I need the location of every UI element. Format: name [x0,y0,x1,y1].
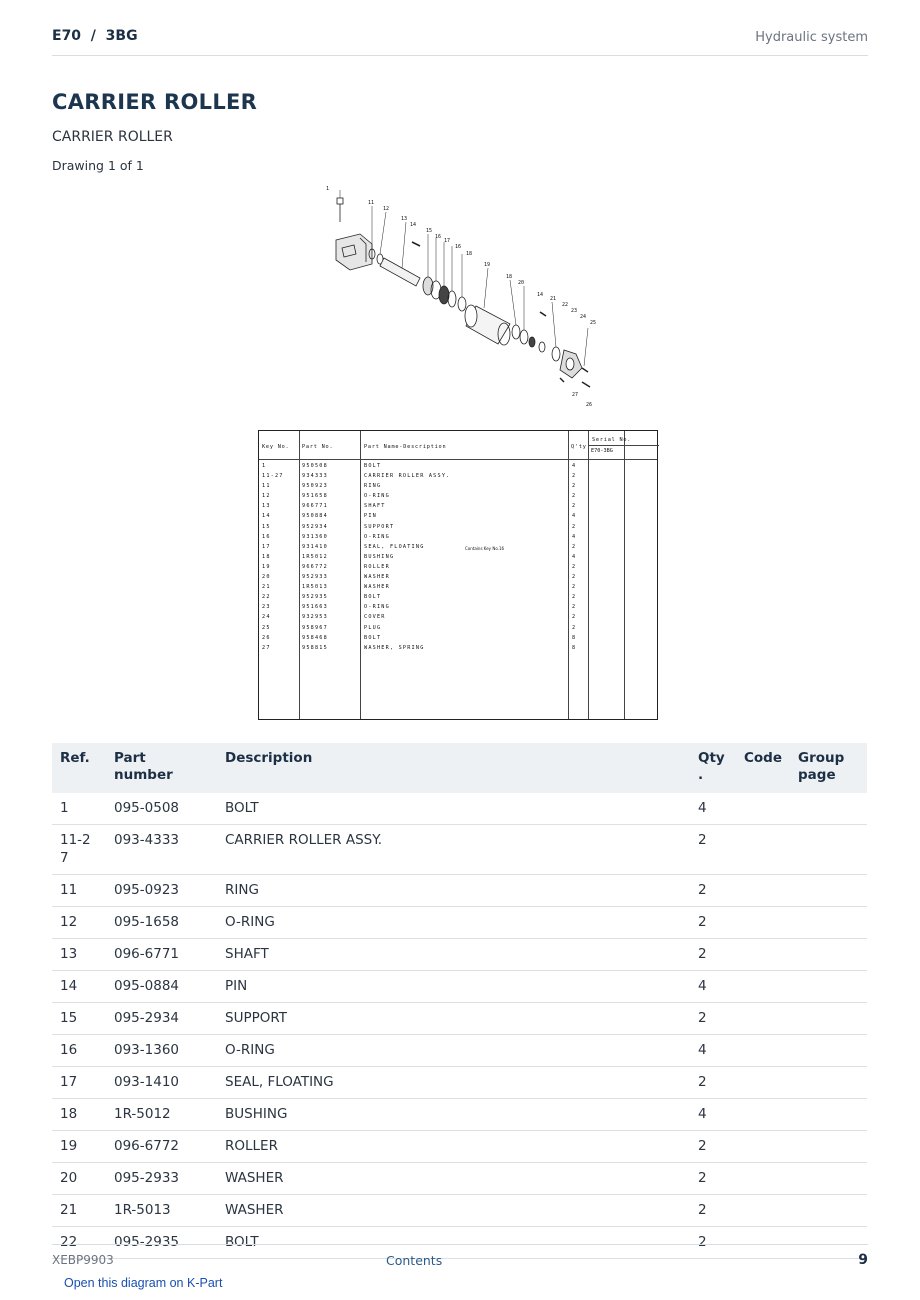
description-cell: SHAFT [217,939,690,971]
scan-description: BOLT [364,463,382,469]
table-row [52,1003,867,1035]
scan-row [259,544,657,554]
scan-part-no: 966771 [302,503,328,510]
scan-qty: 2 [572,493,577,500]
header-part-number: Part number [106,743,217,793]
callout-label: 11 [368,200,375,206]
parts-table-body [52,793,867,1259]
scan-part-no: 932953 [302,614,328,621]
group-page-cell [790,1163,867,1195]
ref-cell: 19 [52,1131,106,1163]
section-name: Hydraulic system [755,30,868,45]
scan-key-no: 13 [262,503,271,510]
scan-row [259,524,657,534]
scan-key-no: 11-27 [262,473,284,480]
description-cell: WASHER [217,1195,690,1227]
scan-qty: 2 [572,624,577,631]
part-number-cell: 095-2933 [106,1163,217,1195]
scan-row [259,513,657,523]
scan-key-no: 25 [262,624,271,631]
callout-label: 1 [326,186,330,192]
callout-label: 20 [518,280,525,286]
part-number-cell: 093-1410 [106,1067,217,1099]
description-cell: SEAL, FLOATING [217,1067,690,1099]
table-row [52,825,867,875]
part-number-cell: 096-6771 [106,939,217,971]
scan-row [259,645,657,655]
code-cell [736,1035,790,1067]
scan-description: BUSHING [364,553,395,560]
qty-cell: 4 [690,971,736,1003]
code-cell [736,875,790,907]
scan-key-no: 23 [262,604,271,611]
drawing-count: Drawing 1 of 1 [52,158,144,173]
scan-row [259,584,657,594]
scan-key-no: 16 [262,533,271,540]
scan-key-no: 18 [262,553,271,560]
qty-cell: 4 [690,1035,736,1067]
scan-part-no: 931360 [302,533,328,540]
description-cell: BUSHING [217,1099,690,1131]
scan-description: BOLT [364,634,382,641]
description-cell: ROLLER [217,1131,690,1163]
callout-label: 23 [571,308,578,314]
table-row [52,1099,867,1131]
scan-note: Contains Key No.16 [465,546,505,551]
callout-label: 18 [506,274,513,280]
scan-part-no: 950923 [302,483,328,490]
ref-cell: 12 [52,907,106,939]
header-group-page: Group page [790,743,867,793]
code-cell [736,793,790,825]
scan-part-no: 1R5013 [302,584,328,591]
scan-description: PLUG [364,624,382,631]
scan-header-serial: Serial No. [592,437,632,443]
table-row [52,1067,867,1099]
scan-key-no: 19 [262,563,271,570]
qty-cell: 4 [690,793,736,825]
group-page-cell [790,1035,867,1067]
ref-cell: 22 [52,1227,106,1259]
code-cell [736,1067,790,1099]
description-cell: SUPPORT [217,1003,690,1035]
scan-qty: 2 [572,473,577,480]
scan-part-no: 952933 [302,574,328,581]
scan-description: PIN [364,513,377,520]
group-page-cell [790,793,867,825]
scan-qty: 2 [572,614,577,621]
description-cell: WASHER [217,1163,690,1195]
callout-label: 27 [572,392,579,398]
scan-part-no: 952934 [302,523,328,530]
open-kpart-link[interactable]: Open this diagram on K-Part [64,1276,223,1290]
code-cell [736,1003,790,1035]
scan-header-desc: Part Name-Description [364,444,447,450]
scan-description: WASHER, SPRING [364,644,425,651]
scan-row [259,473,657,483]
table-row [52,907,867,939]
callout-label: 16 [455,244,462,250]
scan-qty: 2 [572,483,577,490]
document-id: XEBP9903 [52,1253,114,1267]
scan-row [259,463,657,473]
part-number-cell: 095-0923 [106,875,217,907]
code-cell [736,907,790,939]
part-number-cell: 095-2935 [106,1227,217,1259]
part-number-cell: 095-2934 [106,1003,217,1035]
scan-qty: 2 [572,563,577,570]
description-cell: RING [217,875,690,907]
scan-header-serial-model: E70-3BG [591,448,613,454]
callout-label: 12 [383,206,390,212]
scan-part-no: 950884 [302,513,328,520]
scan-description: SHAFT [364,503,386,510]
qty-cell: 2 [690,875,736,907]
scan-row [259,554,657,564]
code-cell [736,1195,790,1227]
group-page-cell [790,971,867,1003]
ref-cell: 11-2 7 [52,825,106,875]
code-cell [736,1163,790,1195]
ref-cell: 16 [52,1035,106,1067]
ref-cell: 11 [52,875,106,907]
description-cell: O-RING [217,907,690,939]
callout-label: 26 [586,402,593,408]
scan-qty: 4 [572,553,577,560]
scan-key-no: 11 [262,483,271,490]
group-page-cell [790,939,867,971]
group-page-cell [790,1067,867,1099]
header-code: Code [736,743,790,793]
model-code: E70 / 3BG [52,28,138,44]
scan-part-no: 1R5012 [302,553,328,560]
parts-table-header [52,743,867,793]
page-number: 9 [858,1252,868,1268]
scan-qty: 2 [572,503,577,510]
qty-cell: 2 [690,907,736,939]
scan-qty: 4 [572,513,577,520]
qty-cell: 2 [690,1131,736,1163]
scan-row [259,503,657,513]
scan-qty: 4 [572,463,577,469]
scan-header-key: Key No. [262,444,290,450]
scan-row [259,574,657,584]
scan-key-no: 27 [262,644,271,651]
scan-description: SUPPORT [364,523,395,530]
qty-cell: 2 [690,1003,736,1035]
part-number-cell: 093-1360 [106,1035,217,1067]
contents-link[interactable]: Contents [386,1253,443,1268]
page-header [52,28,868,56]
page-subtitle: CARRIER ROLLER [52,129,173,145]
scan-key-no: 17 [262,543,271,550]
ref-cell: 17 [52,1067,106,1099]
scan-qty: 8 [572,644,577,651]
ref-cell: 20 [52,1163,106,1195]
scan-key-no: 22 [262,594,271,601]
scan-qty: 2 [572,584,577,591]
header-ref: Ref. [52,743,106,793]
part-number-cell: 1R-5012 [106,1099,217,1131]
scan-row [259,534,657,544]
scan-part-no: 958815 [302,644,328,651]
scan-description: CARRIER ROLLER ASSY. [364,473,451,480]
scan-description: WASHER [364,574,390,581]
scan-key-no: 26 [262,634,271,641]
qty-cell: 2 [690,939,736,971]
ref-cell: 21 [52,1195,106,1227]
scan-qty: 2 [572,574,577,581]
description-cell: PIN [217,971,690,1003]
qty-cell: 2 [690,1163,736,1195]
scan-key-no: 12 [262,493,271,500]
scan-row [259,594,657,604]
description-cell: BOLT [217,1227,690,1259]
code-cell [736,825,790,875]
part-number-cell: 095-1658 [106,907,217,939]
callout-label: 18 [466,251,473,257]
scan-part-no: 958468 [302,634,328,641]
callout-label: 16 [435,234,442,240]
scan-description: ROLLER [364,563,390,570]
scan-qty: 2 [572,523,577,530]
scan-part-no: 966772 [302,563,328,570]
group-page-cell [790,825,867,875]
scan-rows [259,463,657,655]
group-page-cell [790,1003,867,1035]
scan-description: WASHER [364,584,390,591]
callout-label: 24 [580,314,587,320]
scan-description: RING [364,483,382,490]
scan-row [259,564,657,574]
table-row [52,793,867,825]
table-row [52,1227,867,1259]
scan-part-no: 934333 [302,473,328,480]
scan-part-no: 951658 [302,493,328,500]
table-row [52,1131,867,1163]
ref-cell: 18 [52,1099,106,1131]
table-row [52,1035,867,1067]
scan-qty: 2 [572,543,577,550]
callout-label: 15 [426,228,433,234]
scan-header-part: Part No. [302,444,334,450]
scan-row [259,614,657,624]
table-row [52,971,867,1003]
scan-part-no: 950508 [302,463,328,469]
scan-key-no: 14 [262,513,271,520]
header-qty: Qty . [690,743,736,793]
callout-label: 19 [484,262,491,268]
callout-label: 25 [590,320,597,326]
callout-label: 17 [444,238,451,244]
scan-row [259,493,657,503]
scanned-parts-table [258,430,658,720]
group-page-cell [790,1195,867,1227]
ref-cell: 15 [52,1003,106,1035]
description-cell: O-RING [217,1035,690,1067]
callout-label: 14 [410,222,417,228]
scan-key-no: 24 [262,614,271,621]
scan-description: COVER [364,614,386,621]
qty-cell: 2 [690,1195,736,1227]
code-cell [736,1227,790,1259]
part-number-cell: 1R-5013 [106,1195,217,1227]
scan-key-no: 1 [262,463,267,469]
callout-label: 13 [401,216,408,222]
scan-row [259,483,657,493]
scan-qty: 2 [572,594,577,601]
page-title: CARRIER ROLLER [52,90,258,114]
code-cell [736,939,790,971]
group-page-cell [790,1227,867,1259]
scan-description: SEAL, FLOATING [364,543,425,550]
scan-description: O-RING [364,604,390,611]
group-page-cell [790,907,867,939]
scan-qty: 2 [572,604,577,611]
scan-key-no: 21 [262,584,271,591]
code-cell [736,1099,790,1131]
scan-part-no: 951663 [302,604,328,611]
scan-row [259,625,657,635]
code-cell [736,1131,790,1163]
scan-header-qty: Q'ty [571,444,587,450]
scan-qty: 8 [572,634,577,641]
callout-label: 14 [537,292,544,298]
scan-qty: 4 [572,533,577,540]
part-number-cell: 095-0508 [106,793,217,825]
table-row [52,875,867,907]
scan-part-no: 952935 [302,594,328,601]
scan-description: O-RING [364,533,390,540]
footer-divider [52,1244,868,1245]
part-number-cell: 093-4333 [106,825,217,875]
scan-part-no: 958967 [302,624,328,631]
part-number-cell: 095-0884 [106,971,217,1003]
qty-cell: 2 [690,1067,736,1099]
scan-description: BOLT [364,594,382,601]
header-description: Description [217,743,690,793]
scan-row [259,635,657,645]
scan-row [259,604,657,614]
table-row [52,1163,867,1195]
scan-description: O-RING [364,493,390,500]
callout-label: 21 [550,296,557,302]
code-cell [736,971,790,1003]
qty-cell: 2 [690,825,736,875]
description-cell: CARRIER ROLLER ASSY. [217,825,690,875]
scan-part-no: 931410 [302,543,328,550]
ref-cell: 14 [52,971,106,1003]
callout-label: 22 [562,302,569,308]
qty-cell: 4 [690,1099,736,1131]
description-cell: BOLT [217,793,690,825]
parts-table [52,743,867,1259]
table-row [52,939,867,971]
group-page-cell [790,875,867,907]
table-row [52,1195,867,1227]
scan-key-no: 15 [262,523,271,530]
ref-cell: 1 [52,793,106,825]
part-number-cell: 096-6772 [106,1131,217,1163]
exploded-parts-diagram [320,182,620,414]
ref-cell: 13 [52,939,106,971]
group-page-cell [790,1099,867,1131]
scan-key-no: 20 [262,574,271,581]
qty-cell: 2 [690,1227,736,1259]
group-page-cell [790,1131,867,1163]
